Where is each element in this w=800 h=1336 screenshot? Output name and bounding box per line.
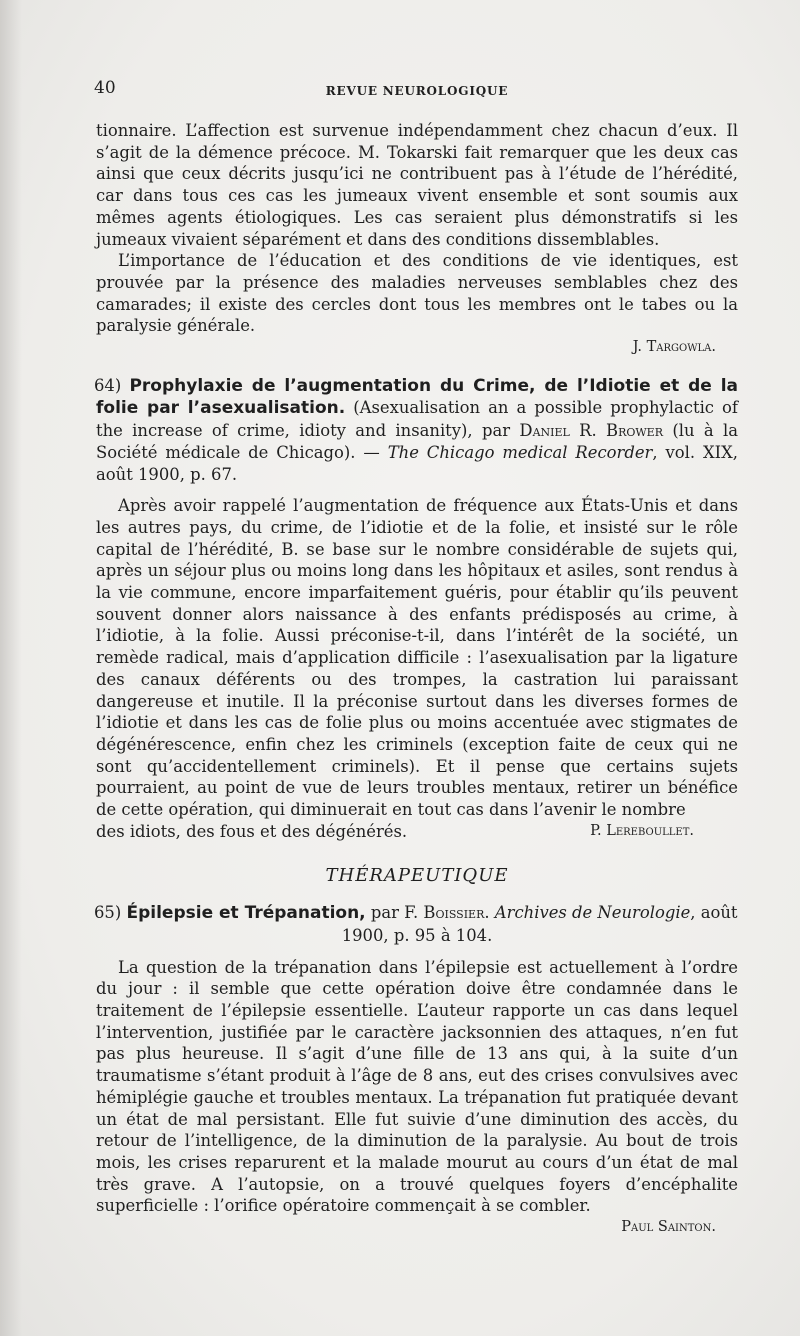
paragraph-education: L’importance de l’éducation et des conditions de vie identiques, est prouvée par la présence des maladies nerveuses semblables chez des camarades; il existe des cercles dont tous les membres ont le tabes ou la paralysie générale. (96, 251, 738, 336)
paragraph-continuation: tionnaire. L’affection est survenue indépendamment chez chacun d’eux. Il s’agit de la démence précoce. M. Tokarski fait remarquer que les deux cas ainsi que ceux décrits jusqu’ici ne contribuent pas à l’étude de l’hérédité, car dans tous ces cas les jumeaux vivent ensemble et sont soumis aux mêmes agents étiologiques. Les cas seraient plus démonstratifs si les jumeaux vivaient séparément et dans des conditions dissemblables. (96, 121, 738, 249)
entry-64-ref-b: (lu à la Société médicale de Chicago). — (96, 421, 738, 462)
running-title: REVUE NEUROLOGIQUE (325, 84, 509, 98)
entry-64-journal: The Chicago medical Recorder (387, 442, 653, 462)
entry-65-ref-b: , août (690, 903, 738, 923)
paragraph-asexualisation: Après avoir rappelé l’augmentation de fréquence aux États-Unis et dans les autres pays, du crime, de l’idiotie et de la folie, et insisté sur le rôle capital de l’hérédité, B. se base sur le nombre considérable de sujets qui, après un séjour plus ou moins long dans les hôpitaux et asiles, sont rendus à la vie commune, encore imparfaitement guéris, pour établir qu’ils peuvent souvent donner alors naissance à des enfants prédisposés au crime, à l’idiotie, à la folie. Aussi préconise-t-il, dans l’intérêt de la société, un remède radical, mais d’application difficile : l’asexualisation par la ligature des canaux déférents ou des trompes, la castration lui paraissant dangereuse et inutile. Il la préconise surtout dans les diverses formes de l’idiotie et dans les cas de folie plus ou moins accentuée avec stigmates de dégénérescence, enfin chez les criminels (exception faite de ceux qui ne sont qu’accidentellement criminels). Et il pense que certains sujets pourraient, au point de vue de leurs troubles mentaux, retirer un bénéfice de cette opération, qui diminuerait en tout cas dans l’avenir le nombre (96, 496, 738, 820)
entry-64-number: 64) (94, 375, 122, 395)
entry-65-author: Boissier. (423, 903, 490, 923)
entry-65-ref-a: par F. (370, 903, 419, 923)
entry-64-author: Daniel R. Brower (519, 421, 663, 441)
entry-65-journal: Archives de Neurologie (494, 903, 691, 923)
last-line-with-signature (96, 821, 738, 843)
spacer (96, 485, 738, 495)
entry-65-date: 1900, p. 95 à 104. (341, 925, 493, 945)
entry-64-title: Prophylaxie de l’augmentation du Crime, de l’Idiotie et de la folie par l’asexualisation. (96, 375, 738, 419)
entry-64-ref-a: (Asexualisation an a possible prophylactic of the increase of crime, idioty and insanity), par (96, 398, 738, 441)
text-column (96, 78, 738, 1239)
signature-lereboullet: P. Lereboullet. (590, 822, 694, 839)
entry-65-title: Épilepsie et Trépanation, (126, 903, 366, 924)
running-header (96, 78, 738, 112)
spacer (96, 947, 738, 957)
section-title: THÉRAPEUTIQUE (325, 864, 509, 886)
signature-targowla: J. Targowla. (632, 339, 716, 356)
signature-sainton: Paul Sainton. (621, 1219, 716, 1236)
entry-65-number: 65) (94, 903, 122, 923)
entry-64-heading (96, 375, 738, 486)
page-number: 40 (94, 78, 116, 98)
entry-64-ref-c: , vol. XIX, août 1900, p. 67. (96, 442, 739, 484)
page-edge-shadow (0, 0, 22, 1336)
paragraph-asexualisation-last-line: des idiots, des fous et des dégénérés. (96, 821, 408, 841)
entry-65-heading (96, 902, 738, 925)
paragraph-trepanation: La question de la trépanation dans l’épilepsie est actuellement à l’ordre du jour : il semble que cette opération doive être condamnée dans le traitement de l’épilepsie essentielle. L’auteur rapporte un cas dans lequel l’intervention, justifiée par le caractère jacksonnien des attaques, n’en fut pas plus heureuse. Il s’agit d’une fille de 13 ans qui, à la suite d’un traumatisme s’étant produit à l’âge de 8 ans, eut des crises convulsives avec hémiplégie gauche et troubles mentaux. La trépanation fut pratiquée devant un état de mal persistant. Elle fut suivie d’une diminution des accès, du retour de l’intelligence, de la diminution de la paralysie. Au bout de trois mois, les crises reparurent et la malade mourut au cours d’un état de mal très grave. A l’autopsie, on a trouvé quelques foyers d’encéphalite superficielle : l’orifice opératoire commençait à se combler. (96, 957, 738, 1216)
